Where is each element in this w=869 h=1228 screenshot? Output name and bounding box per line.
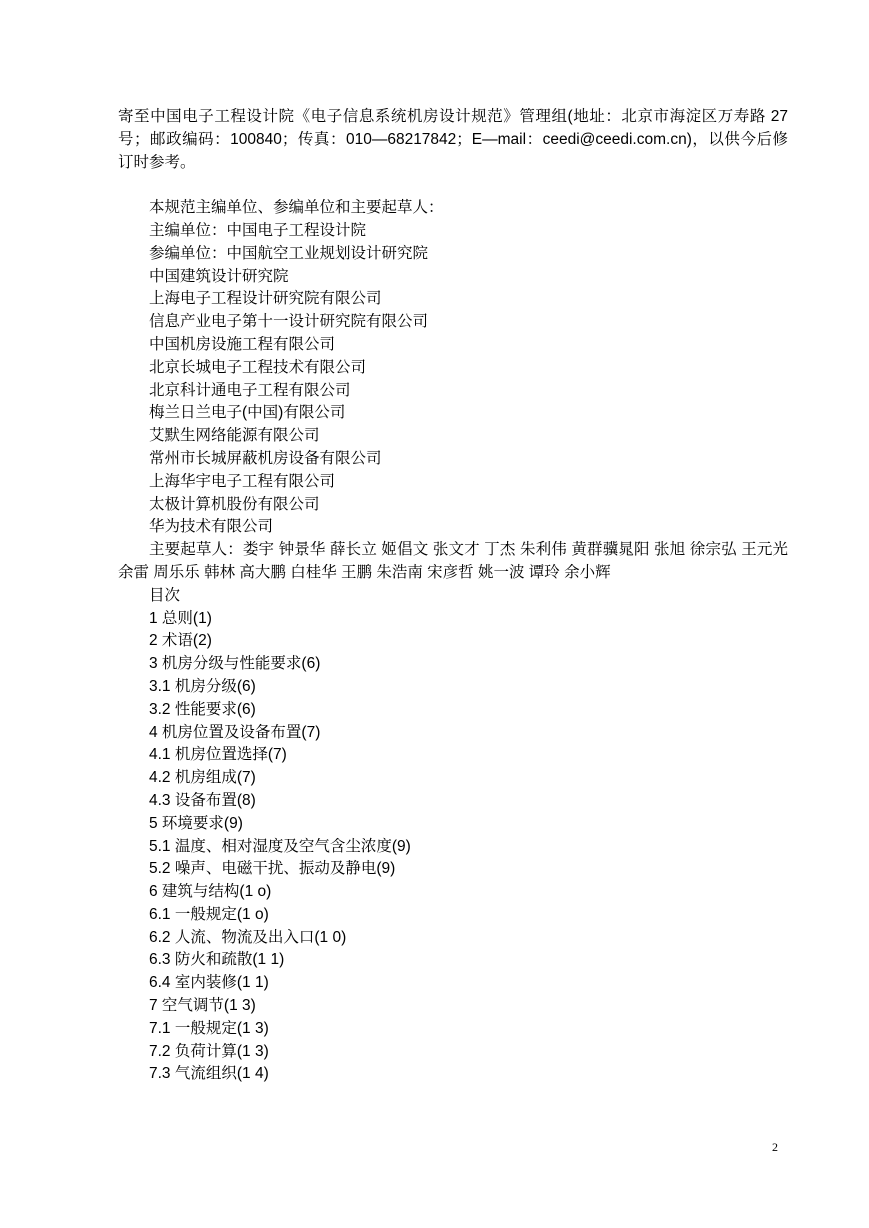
toc-item: 6.1 一般规定(1 o) [149, 905, 269, 923]
toc-item: 4.1 机房位置选择(7) [149, 746, 287, 764]
participating-unit: 常州市长城屏蔽机房设备有限公司 [149, 449, 382, 467]
toc-item: 4.3 设备布置(8) [149, 791, 256, 809]
participating-unit: 上海华宇电子工程有限公司 [149, 472, 336, 490]
toc-item: 4 机房位置及设备布置(7) [149, 723, 321, 741]
toc-item: 7 空气调节(1 3) [149, 997, 256, 1015]
toc-item: 1 总则(1) [149, 609, 212, 627]
page-content [118, 106, 788, 1086]
toc-item: 5 环境要求(9) [149, 814, 243, 832]
toc-item: 7.3 气流组织(1 4) [149, 1065, 269, 1083]
toc-item: 5.2 噪声、电磁干扰、振动及静电(9) [149, 860, 396, 878]
toc-item: 6.3 防火和疏散(1 1) [149, 951, 285, 969]
toc-item: 6.2 人流、物流及出入口(1 0) [149, 928, 347, 946]
participating-unit: 梅兰日兰电子(中国)有限公司 [149, 404, 346, 422]
participating-unit-first: 参编单位：中国航空工业规划设计研究院 [149, 244, 429, 262]
participating-unit: 太极计算机股份有限公司 [149, 495, 320, 513]
toc-item: 7.1 一般规定(1 3) [149, 1019, 269, 1037]
drafters-paragraph: 主要起草人：娄宇 钟景华 薛长立 姬倡文 张文才 丁杰 朱利伟 黄群骥晁阳 张旭 徐宗弘 王元光 余雷 周乐乐 韩林 高大鹏 白桂华 王鹏 朱浩南 宋彦哲 姚一波 谭玲 余小辉 [118, 541, 788, 581]
opening-paragraph: 寄至中国电子工程设计院《电子信息系统机房设计规范》管理组(地址：北京市海淀区万寿路 27 号；邮政编码：100840；传真：010—68217842；E—mail：ceedi@ceedi.com.cn)，以供今后修订时参考。 [118, 108, 788, 171]
participating-unit: 中国机房设施工程有限公司 [149, 335, 336, 353]
participating-unit: 北京科计通电子工程有限公司 [149, 381, 351, 399]
toc-item: 3.2 性能要求(6) [149, 700, 256, 718]
participating-unit: 信息产业电子第十一设计研究院有限公司 [149, 313, 429, 331]
page-number: 2 [772, 1140, 778, 1154]
toc-item: 6 建筑与结构(1 o) [149, 883, 272, 901]
chief-unit: 主编单位：中国电子工程设计院 [149, 221, 367, 239]
toc-item: 2 术语(2) [149, 632, 212, 650]
toc-item: 4.2 机房组成(7) [149, 769, 256, 787]
toc-item: 7.2 负荷计算(1 3) [149, 1042, 269, 1060]
toc-item: 3 机房分级与性能要求(6) [149, 655, 321, 673]
participating-unit: 艾默生网络能源有限公司 [149, 427, 320, 445]
participating-unit: 华为技术有限公司 [149, 518, 274, 536]
toc-item: 5.1 温度、相对湿度及空气含尘浓度(9) [149, 837, 411, 855]
participating-unit: 上海电子工程设计研究院有限公司 [149, 290, 382, 308]
paragraph-gap [118, 174, 788, 197]
toc-item: 3.1 机房分级(6) [149, 677, 256, 695]
toc-item: 6.4 室内装修(1 1) [149, 974, 269, 992]
toc-title: 目次 [149, 586, 181, 604]
units-heading: 本规范主编单位、参编单位和主要起草人： [149, 199, 444, 217]
participating-unit: 北京长城电子工程技术有限公司 [149, 358, 367, 376]
participating-unit: 中国建筑设计研究院 [149, 267, 289, 285]
